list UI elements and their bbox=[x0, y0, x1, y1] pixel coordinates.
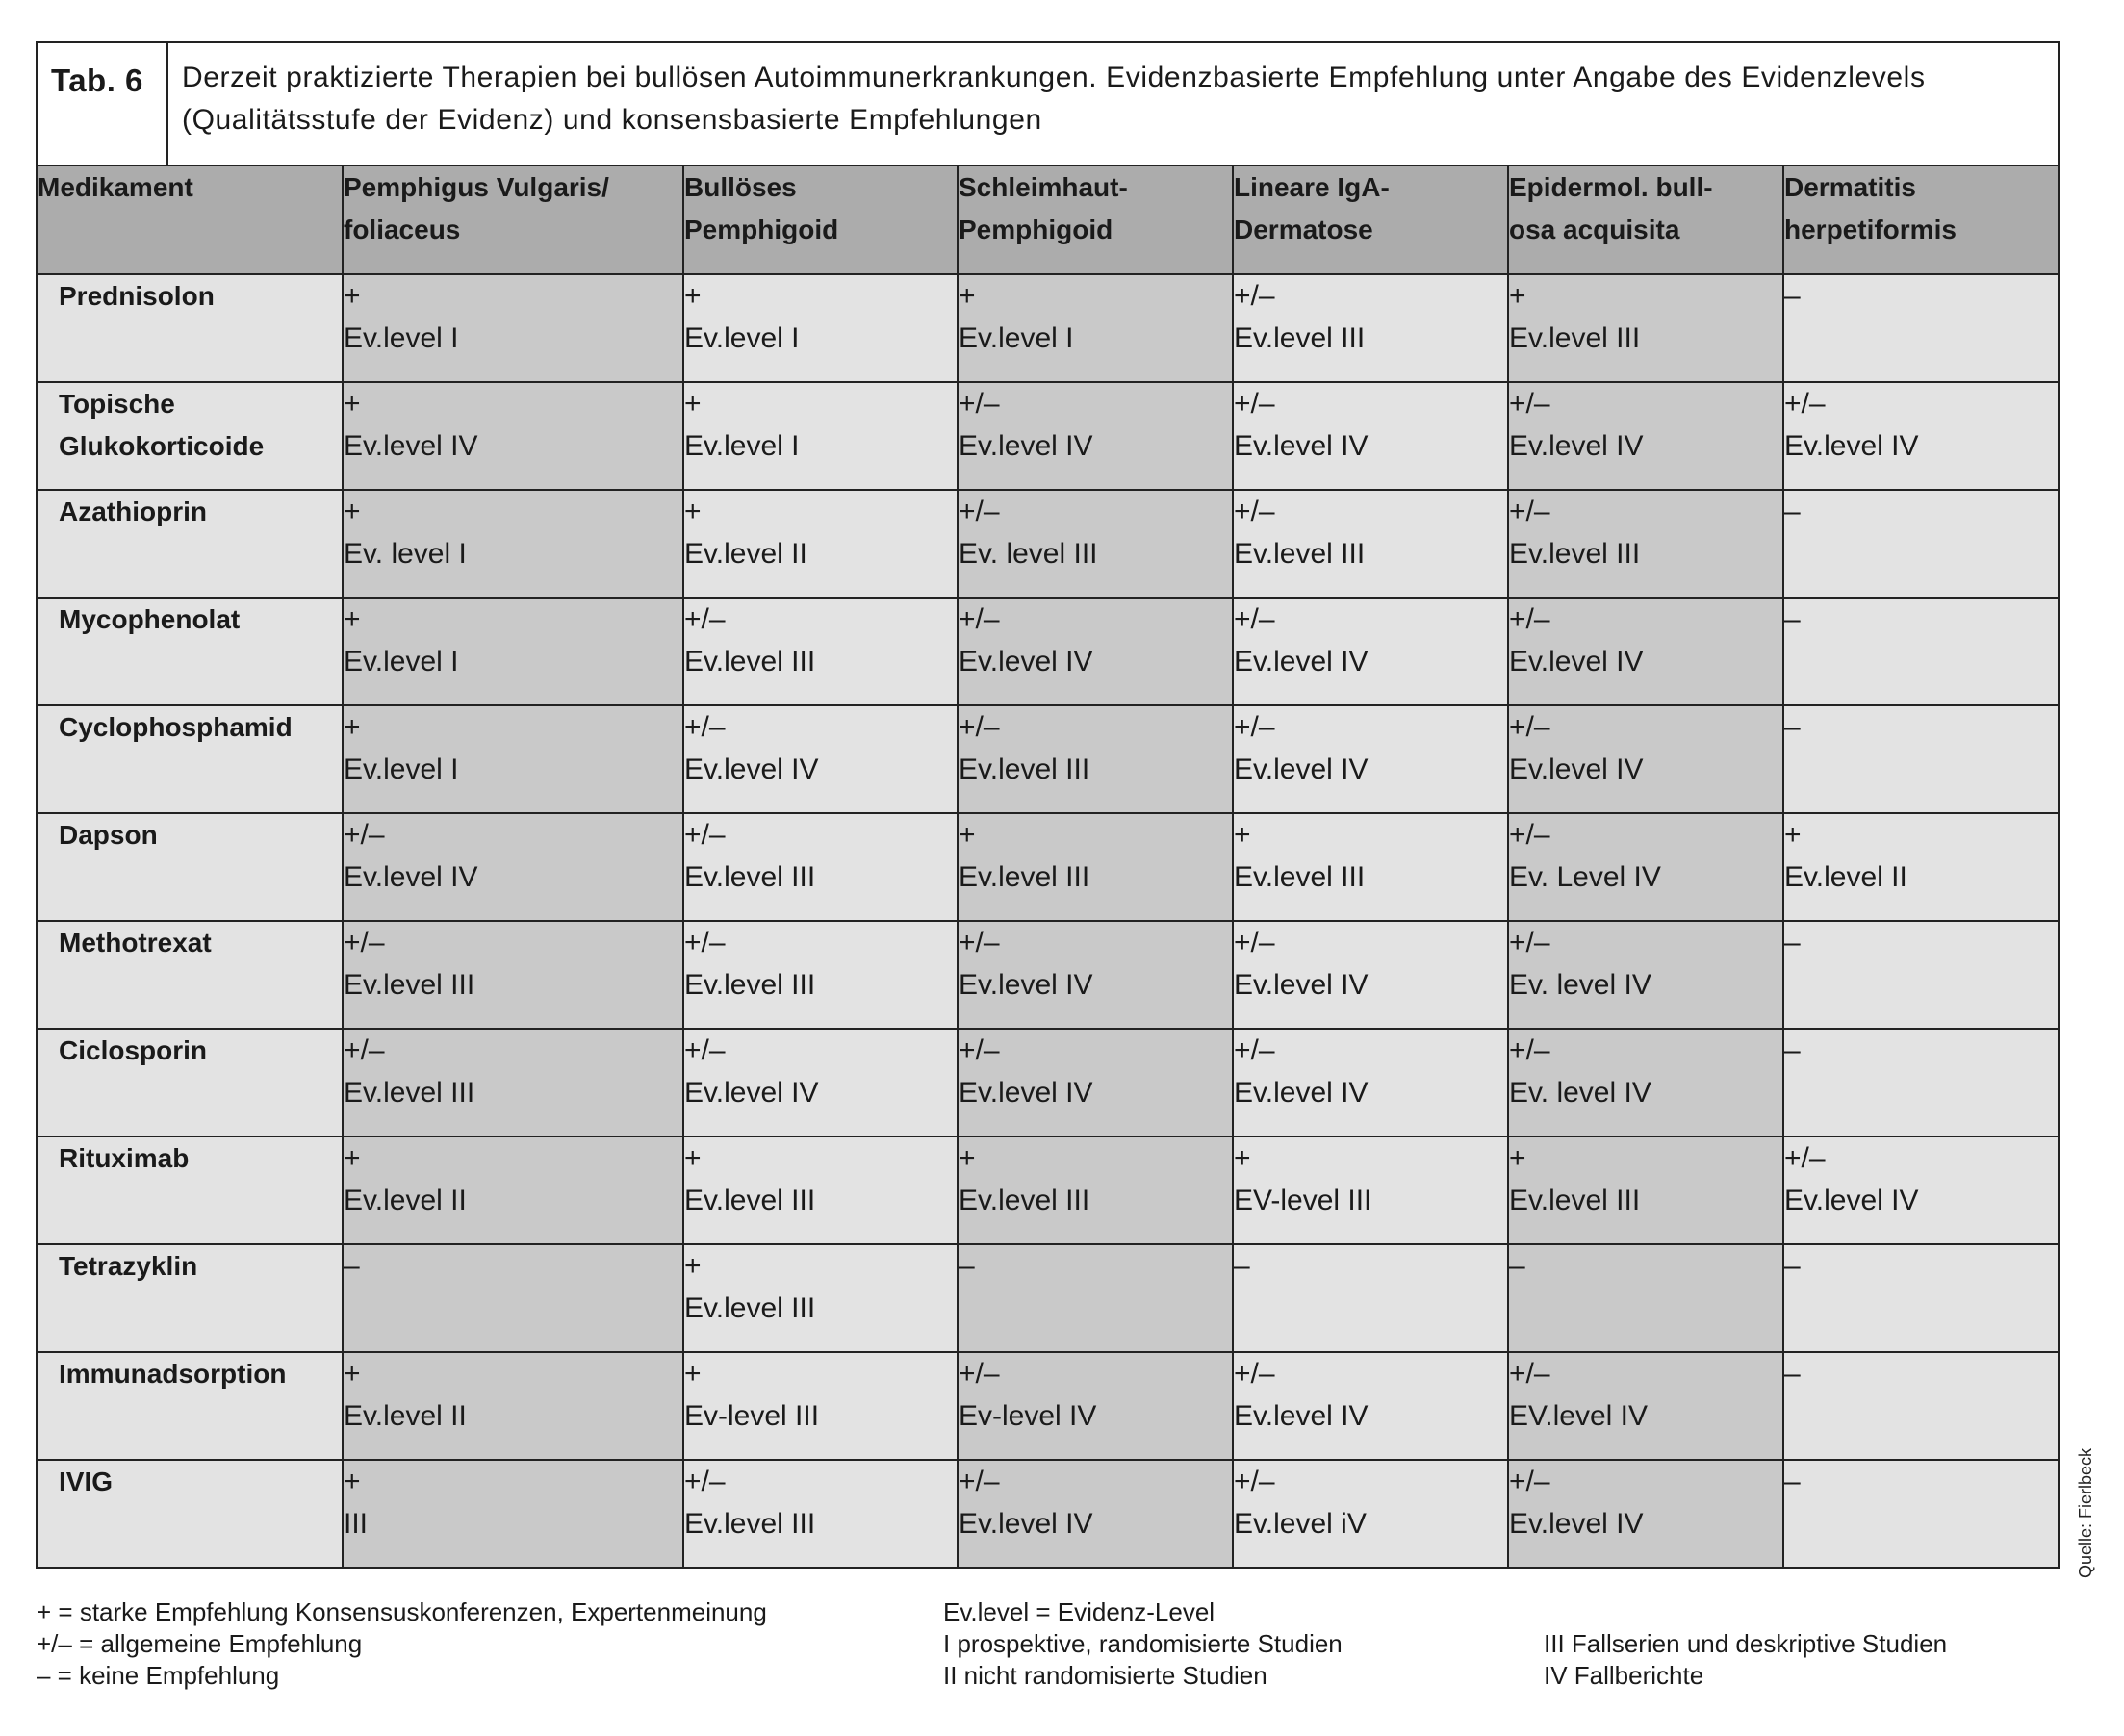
evidence-level: Ev.level I bbox=[959, 322, 1074, 354]
recommendation-grade: +/– bbox=[959, 388, 1000, 420]
recommendation-cell bbox=[683, 1244, 958, 1352]
evidence-level: Ev.level III bbox=[344, 969, 475, 1001]
recommendation-grade: +/– bbox=[1509, 603, 1550, 635]
therapy-table-container bbox=[36, 41, 2058, 1569]
recommendation-grade: – bbox=[1784, 1250, 1801, 1282]
recommendation-cell bbox=[1783, 705, 2059, 813]
recommendation-grade: +/– bbox=[1234, 388, 1275, 420]
evidence-level: Ev.level IV bbox=[1234, 753, 1369, 785]
recommendation-cell bbox=[1783, 1460, 2059, 1568]
recommendation-cell bbox=[343, 1352, 683, 1460]
recommendation-cell bbox=[1508, 598, 1783, 705]
recommendation-cell bbox=[1508, 1460, 1783, 1568]
recommendation-cell bbox=[343, 1136, 683, 1244]
evidence-level: Ev.level IV bbox=[344, 861, 478, 893]
recommendation-cell bbox=[1508, 813, 1783, 921]
column-header-lineare-iga-dermatose bbox=[1233, 166, 1508, 274]
column-header-pemphigus-vulgaris bbox=[343, 166, 683, 274]
recommendation-cell bbox=[1233, 490, 1508, 598]
drug-name-cell bbox=[37, 921, 343, 1029]
evidence-level: Ev.level IV bbox=[684, 753, 819, 785]
drug-name-line: Ciclosporin bbox=[59, 1035, 208, 1065]
header-line: Lineare IgA- bbox=[1234, 172, 1390, 202]
recommendation-cell bbox=[958, 1136, 1233, 1244]
recommendation-grade: + bbox=[344, 603, 361, 635]
recommendation-cell bbox=[343, 813, 683, 921]
recommendation-cell bbox=[343, 490, 683, 598]
recommendation-grade: +/– bbox=[959, 1466, 1000, 1497]
drug-name-cell bbox=[37, 1460, 343, 1568]
recommendation-grade: – bbox=[1784, 280, 1801, 312]
recommendation-grade: +/– bbox=[959, 711, 1000, 743]
header-line: Pemphigus Vulgaris/ bbox=[344, 172, 609, 202]
recommendation-cell bbox=[1233, 1029, 1508, 1136]
recommendation-grade: +/– bbox=[1509, 819, 1550, 851]
drug-name-line: IVIG bbox=[59, 1467, 114, 1496]
column-header-bulloeses-pemphigoid bbox=[683, 166, 958, 274]
drug-name-cell bbox=[37, 382, 343, 490]
recommendation-grade: +/– bbox=[959, 1358, 1000, 1390]
drug-name-cell bbox=[37, 705, 343, 813]
recommendation-cell bbox=[1783, 1352, 2059, 1460]
header-line: Dermatose bbox=[1234, 215, 1373, 244]
recommendation-grade: +/– bbox=[684, 1466, 726, 1497]
recommendation-grade: + bbox=[1509, 280, 1526, 312]
recommendation-cell bbox=[958, 921, 1233, 1029]
evidence-level: Ev.level III bbox=[684, 969, 816, 1001]
drug-name-cell bbox=[37, 1352, 343, 1460]
drug-name-cell bbox=[37, 1136, 343, 1244]
evidence-level: Ev.level III bbox=[684, 646, 816, 677]
recommendation-grade: +/– bbox=[1509, 927, 1550, 958]
recommendation-cell bbox=[1508, 1029, 1783, 1136]
recommendation-grade: + bbox=[344, 1142, 361, 1174]
recommendation-grade: – bbox=[344, 1250, 360, 1282]
evidence-level: Ev.level IV bbox=[1234, 430, 1369, 462]
recommendation-cell bbox=[1783, 1244, 2059, 1352]
recommendation-grade: +/– bbox=[1234, 1466, 1275, 1497]
evidence-level: Ev.level iV bbox=[1234, 1508, 1367, 1540]
legend-plus-minus: +/– = allgemeine Empfehlung bbox=[37, 1629, 363, 1658]
recommendation-grade: + bbox=[684, 1358, 702, 1390]
recommendation-cell bbox=[683, 382, 958, 490]
recommendation-cell bbox=[1783, 382, 2059, 490]
drug-name-line: Immunadsorption bbox=[59, 1359, 287, 1389]
recommendation-cell bbox=[1783, 598, 2059, 705]
recommendation-cell bbox=[1783, 1029, 2059, 1136]
recommendation-cell bbox=[1508, 921, 1783, 1029]
recommendation-grade: +/– bbox=[684, 603, 726, 635]
evidence-level: Ev.level III bbox=[959, 861, 1090, 893]
drug-name-cell bbox=[37, 1244, 343, 1352]
recommendation-grade: +/– bbox=[344, 819, 385, 851]
header-line: Pemphigoid bbox=[959, 215, 1113, 244]
evidence-level: Ev.level III bbox=[684, 1508, 816, 1540]
table-row bbox=[37, 274, 2059, 382]
recommendation-grade: + bbox=[1234, 1142, 1251, 1174]
legend-level-1: I prospektive, randomisierte Studien bbox=[943, 1629, 1343, 1658]
evidence-level: Ev.level IV bbox=[959, 430, 1093, 462]
recommendation-cell bbox=[1783, 921, 2059, 1029]
evidence-level: Ev-level III bbox=[684, 1400, 820, 1432]
recommendation-cell bbox=[958, 813, 1233, 921]
drug-name-line: Cyclophosphamid bbox=[59, 712, 293, 742]
evidence-level: Ev.level IV bbox=[959, 646, 1093, 677]
recommendation-cell bbox=[1233, 598, 1508, 705]
recommendation-grade: – bbox=[1784, 496, 1801, 527]
evidence-level: Ev.level IV bbox=[959, 1077, 1093, 1109]
header-line: Medikament bbox=[38, 172, 193, 202]
drug-name-cell bbox=[37, 813, 343, 921]
recommendation-cell bbox=[1508, 274, 1783, 382]
recommendation-grade: +/– bbox=[684, 711, 726, 743]
evidence-level: Ev.level II bbox=[1784, 861, 1907, 893]
header-line: Dermatitis bbox=[1784, 172, 1916, 202]
evidence-level: Ev.level IV bbox=[1784, 1185, 1919, 1216]
recommendation-cell bbox=[683, 1029, 958, 1136]
recommendation-cell bbox=[683, 1460, 958, 1568]
evidence-level: Ev.level I bbox=[684, 430, 800, 462]
recommendation-cell bbox=[958, 705, 1233, 813]
recommendation-grade: +/– bbox=[959, 927, 1000, 958]
drug-name-cell bbox=[37, 1029, 343, 1136]
drug-name-line: Topische bbox=[59, 389, 175, 419]
drug-name-line: Tetrazyklin bbox=[59, 1251, 198, 1281]
recommendation-cell bbox=[1233, 1460, 1508, 1568]
recommendation-cell bbox=[958, 1244, 1233, 1352]
table-legend bbox=[37, 1597, 2058, 1713]
column-header-dermatitis-herpetiformis bbox=[1783, 166, 2059, 274]
table-title-row bbox=[37, 42, 2059, 166]
recommendation-cell bbox=[683, 813, 958, 921]
evidence-level: Ev.level III bbox=[684, 861, 816, 893]
evidence-level: Ev.level III bbox=[1509, 538, 1641, 570]
recommendation-grade: + bbox=[684, 1142, 702, 1174]
recommendation-grade: +/– bbox=[1234, 1358, 1275, 1390]
evidence-level: III bbox=[344, 1508, 369, 1540]
recommendation-cell bbox=[1233, 1352, 1508, 1460]
recommendation-cell bbox=[343, 382, 683, 490]
recommendation-grade: – bbox=[1784, 1358, 1801, 1390]
recommendation-cell bbox=[1508, 382, 1783, 490]
therapy-table bbox=[36, 41, 2060, 1569]
recommendation-grade: +/– bbox=[1784, 388, 1826, 420]
recommendation-cell bbox=[958, 1352, 1233, 1460]
drug-name-line: Azathioprin bbox=[59, 497, 207, 526]
recommendation-grade: + bbox=[684, 388, 702, 420]
table-row bbox=[37, 382, 2059, 490]
evidence-level: Ev.level II bbox=[684, 538, 807, 570]
recommendation-grade: +/– bbox=[1234, 603, 1275, 635]
recommendation-grade: – bbox=[1234, 1250, 1250, 1282]
recommendation-cell bbox=[343, 705, 683, 813]
recommendation-cell bbox=[683, 705, 958, 813]
recommendation-grade: + bbox=[959, 280, 976, 312]
recommendation-grade: +/– bbox=[1234, 496, 1275, 527]
table-row bbox=[37, 1352, 2059, 1460]
recommendation-grade: + bbox=[1784, 819, 1802, 851]
evidence-level: Ev.level II bbox=[344, 1185, 467, 1216]
recommendation-cell bbox=[1233, 1244, 1508, 1352]
evidence-level: Ev.level IV bbox=[1234, 646, 1369, 677]
recommendation-grade: – bbox=[1509, 1250, 1525, 1282]
recommendation-cell bbox=[958, 1460, 1233, 1568]
recommendation-grade: +/– bbox=[959, 603, 1000, 635]
evidence-level: EV.level IV bbox=[1509, 1400, 1648, 1432]
recommendation-grade: + bbox=[344, 388, 361, 420]
recommendation-cell bbox=[1233, 705, 1508, 813]
recommendation-grade: + bbox=[959, 1142, 976, 1174]
header-line: herpetiformis bbox=[1784, 215, 1957, 244]
legend-level-2: II nicht randomisierte Studien bbox=[943, 1661, 1267, 1690]
header-line: Pemphigoid bbox=[684, 215, 839, 244]
evidence-level: Ev. level III bbox=[959, 538, 1098, 570]
table-caption: Derzeit praktizierte Therapien bei bullösen Autoimmunerkrankungen. Evidenzbasierte Empfehlung unter Angabe des Evidenzlevels (Qualitätsstufe der Evidenz) und konsensbasierte Empfehlungen bbox=[167, 42, 2059, 166]
drug-name-line: Prednisolon bbox=[59, 281, 215, 311]
recommendation-grade: + bbox=[1234, 819, 1251, 851]
recommendation-grade: +/– bbox=[684, 1034, 726, 1066]
drug-name-line: Methotrexat bbox=[59, 928, 212, 957]
evidence-level: Ev.level IV bbox=[1234, 1077, 1369, 1109]
recommendation-grade: + bbox=[344, 280, 361, 312]
recommendation-cell bbox=[1233, 382, 1508, 490]
recommendation-cell bbox=[343, 274, 683, 382]
recommendation-grade: +/– bbox=[344, 1034, 385, 1066]
evidence-level: Ev.level III bbox=[1509, 1185, 1641, 1216]
table-row bbox=[37, 921, 2059, 1029]
recommendation-grade: +/– bbox=[1509, 1034, 1550, 1066]
recommendation-grade: + bbox=[684, 496, 702, 527]
recommendation-cell bbox=[1783, 1136, 2059, 1244]
evidence-level: Ev.level III bbox=[1234, 322, 1366, 354]
table-body bbox=[37, 274, 2059, 1568]
recommendation-cell bbox=[1508, 1136, 1783, 1244]
evidence-level: Ev-level IV bbox=[959, 1400, 1097, 1432]
evidence-level: Ev.level II bbox=[344, 1400, 467, 1432]
evidence-level: Ev.level III bbox=[684, 1185, 816, 1216]
recommendation-cell bbox=[1508, 490, 1783, 598]
recommendation-grade: + bbox=[344, 1358, 361, 1390]
header-line: Bullöses bbox=[684, 172, 797, 202]
recommendation-grade: – bbox=[1784, 1466, 1801, 1497]
table-row bbox=[37, 1029, 2059, 1136]
drug-name-line: Glukokorticoide bbox=[59, 431, 265, 461]
source-credit: Quelle: Fierlbeck bbox=[2076, 1447, 2095, 1578]
evidence-level: Ev.level IV bbox=[1509, 1508, 1644, 1540]
table-row bbox=[37, 705, 2059, 813]
recommendation-grade: + bbox=[684, 1250, 702, 1282]
table-row bbox=[37, 813, 2059, 921]
table-row bbox=[37, 490, 2059, 598]
recommendation-grade: +/– bbox=[1509, 1466, 1550, 1497]
recommendation-grade: +/– bbox=[1234, 711, 1275, 743]
recommendation-cell bbox=[343, 921, 683, 1029]
evidence-level: Ev.level IV bbox=[1784, 430, 1919, 462]
table-row bbox=[37, 1136, 2059, 1244]
evidence-level: Ev. level IV bbox=[1509, 969, 1651, 1001]
recommendation-grade: – bbox=[1784, 603, 1801, 635]
column-header-schleimhaut-pemphigoid bbox=[958, 166, 1233, 274]
recommendation-grade: + bbox=[684, 280, 702, 312]
drug-name-cell bbox=[37, 274, 343, 382]
recommendation-grade: +/– bbox=[344, 927, 385, 958]
recommendation-grade: +/– bbox=[1509, 496, 1550, 527]
recommendation-cell bbox=[343, 1460, 683, 1568]
evidence-level: Ev.level I bbox=[344, 322, 459, 354]
table-number: Tab. 6 bbox=[37, 42, 167, 166]
evidence-level: Ev.level IV bbox=[1509, 646, 1644, 677]
evidence-level: Ev.level IV bbox=[1509, 430, 1644, 462]
recommendation-grade: – bbox=[1784, 1034, 1801, 1066]
evidence-level: Ev.level IV bbox=[344, 430, 478, 462]
header-line: Epidermol. bull- bbox=[1509, 172, 1713, 202]
recommendation-cell bbox=[1508, 1352, 1783, 1460]
legend-level-3: III Fallserien und deskriptive Studien bbox=[1544, 1629, 1948, 1658]
recommendation-grade: + bbox=[959, 819, 976, 851]
recommendation-cell bbox=[958, 598, 1233, 705]
recommendation-grade: – bbox=[959, 1250, 975, 1282]
evidence-level: Ev.level IV bbox=[1234, 1400, 1369, 1432]
legend-minus: – = keine Empfehlung bbox=[37, 1661, 280, 1690]
recommendation-cell bbox=[1233, 274, 1508, 382]
evidence-level: Ev. level I bbox=[344, 538, 467, 570]
evidence-level: EV-level III bbox=[1234, 1185, 1372, 1216]
recommendation-cell bbox=[958, 1029, 1233, 1136]
recommendation-grade: +/– bbox=[1234, 1034, 1275, 1066]
drug-name-line: Dapson bbox=[59, 820, 158, 850]
recommendation-grade: + bbox=[344, 496, 361, 527]
recommendation-grade: +/– bbox=[1509, 1358, 1550, 1390]
recommendation-cell bbox=[958, 382, 1233, 490]
legend-level-4: IV Fallberichte bbox=[1544, 1661, 1704, 1690]
recommendation-cell bbox=[958, 490, 1233, 598]
recommendation-cell bbox=[1783, 813, 2059, 921]
recommendation-cell bbox=[683, 598, 958, 705]
table-row bbox=[37, 1244, 2059, 1352]
header-line: foliaceus bbox=[344, 215, 461, 244]
legend-evlevel: Ev.level = Evidenz-Level bbox=[943, 1597, 1216, 1626]
recommendation-cell bbox=[1233, 1136, 1508, 1244]
recommendation-grade: +/– bbox=[1234, 280, 1275, 312]
legend-plus: + = starke Empfehlung Konsensuskonferenzen, Expertenmeinung bbox=[37, 1597, 767, 1626]
evidence-level: Ev.level III bbox=[684, 1292, 816, 1324]
recommendation-cell bbox=[343, 1244, 683, 1352]
evidence-level: Ev.level I bbox=[684, 322, 800, 354]
recommendation-grade: + bbox=[344, 1466, 361, 1497]
evidence-level: Ev.level IV bbox=[1509, 753, 1644, 785]
header-line: osa acquisita bbox=[1509, 215, 1680, 244]
recommendation-cell bbox=[343, 1029, 683, 1136]
header-line: Schleimhaut- bbox=[959, 172, 1128, 202]
evidence-level: Ev. level IV bbox=[1509, 1077, 1651, 1109]
recommendation-cell bbox=[958, 274, 1233, 382]
recommendation-cell bbox=[343, 598, 683, 705]
recommendation-cell bbox=[683, 921, 958, 1029]
evidence-level: Ev.level III bbox=[1509, 322, 1641, 354]
recommendation-grade: + bbox=[1509, 1142, 1526, 1174]
recommendation-cell bbox=[1783, 274, 2059, 382]
recommendation-grade: +/– bbox=[1509, 711, 1550, 743]
drug-name-cell bbox=[37, 490, 343, 598]
recommendation-grade: – bbox=[1784, 927, 1801, 958]
evidence-level: Ev.level IV bbox=[1234, 969, 1369, 1001]
table-header-row bbox=[37, 166, 2059, 274]
evidence-level: Ev.level IV bbox=[959, 969, 1093, 1001]
evidence-level: Ev.level III bbox=[1234, 538, 1366, 570]
evidence-level: Ev. Level IV bbox=[1509, 861, 1661, 893]
column-header-medikament bbox=[37, 166, 343, 274]
recommendation-cell bbox=[1783, 490, 2059, 598]
evidence-level: Ev.level I bbox=[344, 753, 459, 785]
evidence-level: Ev.level III bbox=[344, 1077, 475, 1109]
drug-name-line: Rituximab bbox=[59, 1143, 190, 1173]
recommendation-cell bbox=[683, 274, 958, 382]
evidence-level: Ev.level III bbox=[1234, 861, 1366, 893]
table-row bbox=[37, 1460, 2059, 1568]
recommendation-cell bbox=[1233, 921, 1508, 1029]
recommendation-cell bbox=[683, 1352, 958, 1460]
evidence-level: Ev.level IV bbox=[684, 1077, 819, 1109]
evidence-level: Ev.level IV bbox=[959, 1508, 1093, 1540]
table-row bbox=[37, 598, 2059, 705]
recommendation-cell bbox=[683, 490, 958, 598]
recommendation-grade: +/– bbox=[1234, 927, 1275, 958]
recommendation-cell bbox=[1508, 705, 1783, 813]
drug-name-line: Mycophenolat bbox=[59, 604, 241, 634]
recommendation-grade: +/– bbox=[959, 496, 1000, 527]
evidence-level: Ev.level III bbox=[959, 753, 1090, 785]
recommendation-cell bbox=[1233, 813, 1508, 921]
recommendation-grade: +/– bbox=[684, 927, 726, 958]
drug-name-cell bbox=[37, 598, 343, 705]
recommendation-grade: +/– bbox=[1509, 388, 1550, 420]
evidence-level: Ev.level I bbox=[344, 646, 459, 677]
recommendation-grade: +/– bbox=[684, 819, 726, 851]
recommendation-grade: +/– bbox=[959, 1034, 1000, 1066]
column-header-epidermolysis-bullosa bbox=[1508, 166, 1783, 274]
evidence-level: Ev.level III bbox=[959, 1185, 1090, 1216]
recommendation-grade: – bbox=[1784, 711, 1801, 743]
recommendation-cell bbox=[1508, 1244, 1783, 1352]
recommendation-grade: + bbox=[344, 711, 361, 743]
recommendation-cell bbox=[683, 1136, 958, 1244]
recommendation-grade: +/– bbox=[1784, 1142, 1826, 1174]
